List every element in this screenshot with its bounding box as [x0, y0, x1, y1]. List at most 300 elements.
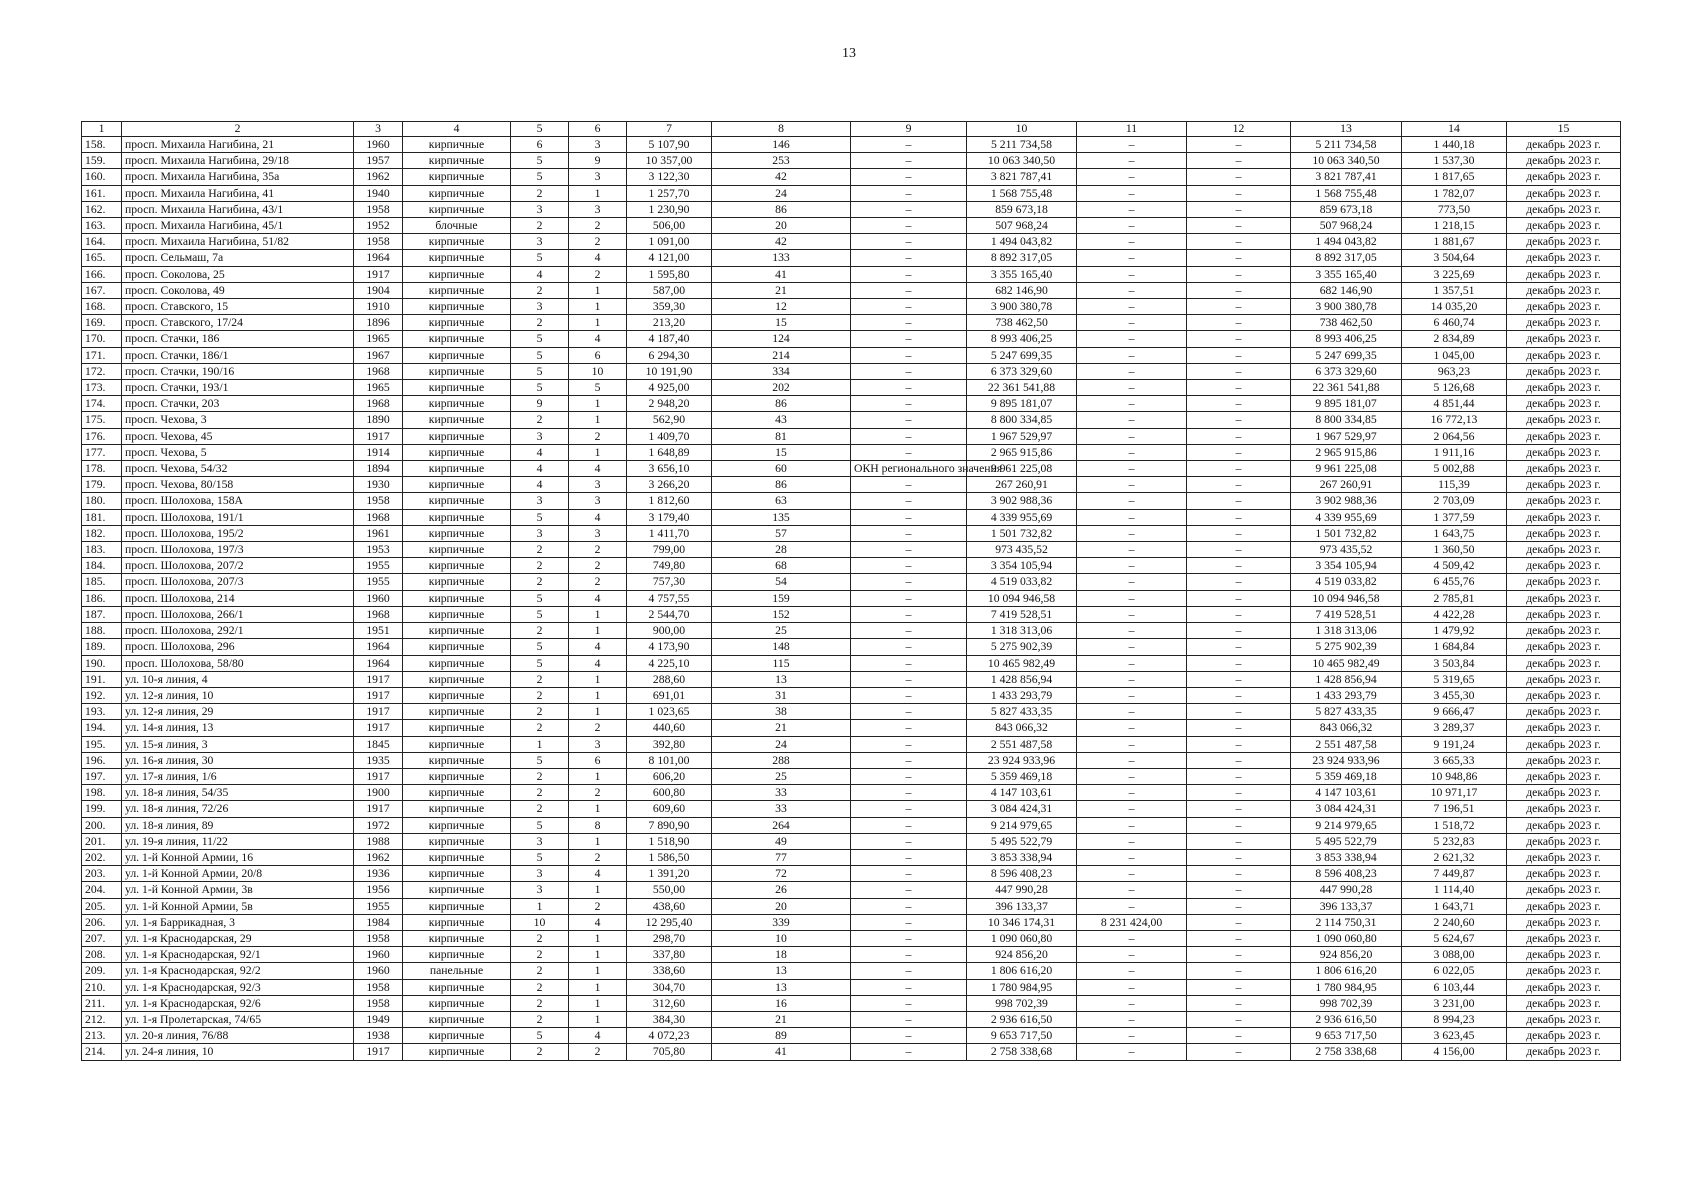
floors-cell: 9 — [511, 396, 569, 412]
address-cell: ул. 18-я линия, 54/35 — [122, 785, 354, 801]
heritage-status-cell: – — [851, 801, 967, 817]
total-cost-cell: 4 519 033,82 — [967, 574, 1077, 590]
cost-per-sqm-cell: 1 360,50 — [1402, 542, 1507, 558]
column-header: 13 — [1291, 122, 1402, 137]
completion-date-cell: декабрь 2023 г. — [1507, 1044, 1621, 1060]
column-header: 10 — [967, 122, 1077, 137]
address-cell: просп. Шолохова, 158А — [122, 493, 354, 509]
entrances-cell: 1 — [569, 396, 627, 412]
entrances-cell: 2 — [569, 428, 627, 444]
row-number-cell: 198. — [82, 785, 122, 801]
fund-cost-cell: – — [1077, 250, 1187, 266]
completion-date-cell: декабрь 2023 г. — [1507, 1011, 1621, 1027]
completion-date-cell: декабрь 2023 г. — [1507, 201, 1621, 217]
cost-per-sqm-cell: 1 357,51 — [1402, 282, 1507, 298]
residents-cell: 33 — [712, 785, 851, 801]
year-built-cell: 1958 — [354, 930, 403, 946]
total-area-cell: 1 023,65 — [627, 704, 712, 720]
fund-cost-cell: – — [1077, 266, 1187, 282]
residents-cell: 25 — [712, 768, 851, 784]
row-number-cell: 208. — [82, 947, 122, 963]
entrances-cell: 4 — [569, 1028, 627, 1044]
completion-date-cell: декабрь 2023 г. — [1507, 266, 1621, 282]
year-built-cell: 1965 — [354, 380, 403, 396]
year-built-cell: 1955 — [354, 898, 403, 914]
address-cell: ул. 10-я линия, 4 — [122, 671, 354, 687]
owners-cost-cell: – — [1187, 768, 1291, 784]
wall-material-cell: кирпичные — [403, 606, 511, 622]
table-row — [82, 412, 1621, 428]
table-row — [82, 282, 1621, 298]
fund-cost-cell: – — [1077, 720, 1187, 736]
owners-cost-cell: – — [1187, 898, 1291, 914]
year-built-cell: 1958 — [354, 201, 403, 217]
wall-material-cell: кирпичные — [403, 1011, 511, 1027]
heritage-status-cell: – — [851, 347, 967, 363]
completion-date-cell: декабрь 2023 г. — [1507, 396, 1621, 412]
cost-per-sqm-cell: 1 817,65 — [1402, 169, 1507, 185]
year-built-cell: 1951 — [354, 623, 403, 639]
year-built-cell: 1953 — [354, 542, 403, 558]
owners-cost-cell: – — [1187, 590, 1291, 606]
table-row — [82, 250, 1621, 266]
fund-cost-cell: – — [1077, 687, 1187, 703]
row-number-cell: 203. — [82, 866, 122, 882]
floors-cell: 2 — [511, 963, 569, 979]
floors-cell: 2 — [511, 768, 569, 784]
entrances-cell: 2 — [569, 720, 627, 736]
table-row — [82, 849, 1621, 865]
address-cell: просп. Шолохова, 197/3 — [122, 542, 354, 558]
fund-cost-cell: – — [1077, 412, 1187, 428]
table-row — [82, 898, 1621, 914]
address-cell: ул. 1-й Конной Армии, 5в — [122, 898, 354, 914]
residents-cell: 86 — [712, 477, 851, 493]
completion-date-cell: декабрь 2023 г. — [1507, 720, 1621, 736]
residents-cell: 13 — [712, 671, 851, 687]
table-row — [82, 331, 1621, 347]
residents-cell: 202 — [712, 380, 851, 396]
row-number-cell: 197. — [82, 768, 122, 784]
floors-cell: 3 — [511, 234, 569, 250]
fund-cost-cell: – — [1077, 639, 1187, 655]
total-cost-cell: 3 902 988,36 — [967, 493, 1077, 509]
fund-cost-cell: – — [1077, 542, 1187, 558]
owners-cost-cell: – — [1187, 704, 1291, 720]
entrances-cell: 2 — [569, 849, 627, 865]
owners-cost-cell: – — [1187, 477, 1291, 493]
total-area-cell: 799,00 — [627, 542, 712, 558]
total-area-cell: 2 544,70 — [627, 606, 712, 622]
wall-material-cell: кирпичные — [403, 201, 511, 217]
floors-cell: 2 — [511, 574, 569, 590]
fund-cost-cell: – — [1077, 444, 1187, 460]
year-built-cell: 1968 — [354, 509, 403, 525]
residents-cell: 124 — [712, 331, 851, 347]
fund-cost-cell: – — [1077, 704, 1187, 720]
entrances-cell: 5 — [569, 380, 627, 396]
address-cell: просп. Михаила Нагибина, 43/1 — [122, 201, 354, 217]
row-number-cell: 170. — [82, 331, 122, 347]
residents-cell: 115 — [712, 655, 851, 671]
owners-cost-cell: – — [1187, 282, 1291, 298]
cost-per-sqm-cell: 2 703,09 — [1402, 493, 1507, 509]
year-built-cell: 1962 — [354, 169, 403, 185]
year-built-cell: 1917 — [354, 671, 403, 687]
total-area-cell: 12 295,40 — [627, 914, 712, 930]
floors-cell: 5 — [511, 590, 569, 606]
total-cost-cell: 5 247 699,35 — [967, 347, 1077, 363]
column-header: 7 — [627, 122, 712, 137]
heritage-status-cell: – — [851, 623, 967, 639]
cost-per-sqm-cell: 2 834,89 — [1402, 331, 1507, 347]
cost-per-sqm-cell: 2 064,56 — [1402, 428, 1507, 444]
total-area-cell: 4 072,23 — [627, 1028, 712, 1044]
owners-cost-cell: – — [1187, 623, 1291, 639]
fund-cost-cell: – — [1077, 623, 1187, 639]
year-built-cell: 1964 — [354, 250, 403, 266]
cost-per-sqm-cell: 773,50 — [1402, 201, 1507, 217]
housing-register-table — [81, 121, 1621, 1061]
total-area-cell: 4 187,40 — [627, 331, 712, 347]
year-built-cell: 1930 — [354, 477, 403, 493]
regional-cost-cell: 3 900 380,78 — [1291, 299, 1402, 315]
row-number-cell: 172. — [82, 363, 122, 379]
entrances-cell: 4 — [569, 590, 627, 606]
address-cell: просп. Чехова, 3 — [122, 412, 354, 428]
cost-per-sqm-cell: 10 948,86 — [1402, 768, 1507, 784]
total-cost-cell: 3 354 105,94 — [967, 558, 1077, 574]
total-cost-cell: 8 993 406,25 — [967, 331, 1077, 347]
cost-per-sqm-cell: 4 509,42 — [1402, 558, 1507, 574]
fund-cost-cell: – — [1077, 930, 1187, 946]
year-built-cell: 1935 — [354, 752, 403, 768]
wall-material-cell: кирпичные — [403, 720, 511, 736]
total-cost-cell: 2 758 338,68 — [967, 1044, 1077, 1060]
address-cell: просп. Михаила Нагибина, 21 — [122, 137, 354, 153]
cost-per-sqm-cell: 4 156,00 — [1402, 1044, 1507, 1060]
heritage-status-cell: – — [851, 1011, 967, 1027]
heritage-status-cell: – — [851, 428, 967, 444]
entrances-cell: 3 — [569, 477, 627, 493]
table-row — [82, 590, 1621, 606]
fund-cost-cell: – — [1077, 947, 1187, 963]
wall-material-cell: кирпичные — [403, 866, 511, 882]
row-number-cell: 165. — [82, 250, 122, 266]
entrances-cell: 1 — [569, 882, 627, 898]
wall-material-cell: кирпичные — [403, 947, 511, 963]
total-area-cell: 288,60 — [627, 671, 712, 687]
wall-material-cell: кирпичные — [403, 623, 511, 639]
residents-cell: 152 — [712, 606, 851, 622]
fund-cost-cell: – — [1077, 428, 1187, 444]
row-number-cell: 185. — [82, 574, 122, 590]
year-built-cell: 1961 — [354, 525, 403, 541]
total-area-cell: 587,00 — [627, 282, 712, 298]
floors-cell: 3 — [511, 882, 569, 898]
fund-cost-cell: – — [1077, 785, 1187, 801]
entrances-cell: 3 — [569, 169, 627, 185]
wall-material-cell: кирпичные — [403, 768, 511, 784]
heritage-status-cell: – — [851, 234, 967, 250]
year-built-cell: 1958 — [354, 493, 403, 509]
year-built-cell: 1960 — [354, 947, 403, 963]
heritage-status-cell: – — [851, 558, 967, 574]
regional-cost-cell: 2 965 915,86 — [1291, 444, 1402, 460]
fund-cost-cell: – — [1077, 363, 1187, 379]
address-cell: просп. Михаила Нагибина, 45/1 — [122, 218, 354, 234]
heritage-status-cell: – — [851, 299, 967, 315]
residents-cell: 159 — [712, 590, 851, 606]
cost-per-sqm-cell: 6 460,74 — [1402, 315, 1507, 331]
floors-cell: 5 — [511, 752, 569, 768]
total-cost-cell: 9 214 979,65 — [967, 817, 1077, 833]
completion-date-cell: декабрь 2023 г. — [1507, 558, 1621, 574]
floors-cell: 2 — [511, 1044, 569, 1060]
floors-cell: 5 — [511, 849, 569, 865]
total-cost-cell: 859 673,18 — [967, 201, 1077, 217]
total-cost-cell: 1 428 856,94 — [967, 671, 1077, 687]
table-row — [82, 461, 1621, 477]
entrances-cell: 2 — [569, 1044, 627, 1060]
row-number-cell: 167. — [82, 282, 122, 298]
wall-material-cell: кирпичные — [403, 299, 511, 315]
fund-cost-cell: – — [1077, 299, 1187, 315]
year-built-cell: 1917 — [354, 687, 403, 703]
total-area-cell: 213,20 — [627, 315, 712, 331]
address-cell: ул. 24-я линия, 10 — [122, 1044, 354, 1060]
floors-cell: 4 — [511, 444, 569, 460]
address-cell: ул. 19-я линия, 11/22 — [122, 833, 354, 849]
completion-date-cell: декабрь 2023 г. — [1507, 1028, 1621, 1044]
fund-cost-cell: – — [1077, 1044, 1187, 1060]
cost-per-sqm-cell: 3 225,69 — [1402, 266, 1507, 282]
year-built-cell: 1900 — [354, 785, 403, 801]
wall-material-cell: кирпичные — [403, 509, 511, 525]
owners-cost-cell: – — [1187, 655, 1291, 671]
cost-per-sqm-cell: 5 002,88 — [1402, 461, 1507, 477]
table-row — [82, 752, 1621, 768]
regional-cost-cell: 973 435,52 — [1291, 542, 1402, 558]
cost-per-sqm-cell: 5 319,65 — [1402, 671, 1507, 687]
year-built-cell: 1962 — [354, 849, 403, 865]
wall-material-cell: кирпичные — [403, 315, 511, 331]
owners-cost-cell: – — [1187, 331, 1291, 347]
row-number-cell: 173. — [82, 380, 122, 396]
owners-cost-cell: – — [1187, 201, 1291, 217]
owners-cost-cell: – — [1187, 266, 1291, 282]
year-built-cell: 1938 — [354, 1028, 403, 1044]
owners-cost-cell: – — [1187, 299, 1291, 315]
entrances-cell: 9 — [569, 153, 627, 169]
entrances-cell: 2 — [569, 785, 627, 801]
owners-cost-cell: – — [1187, 963, 1291, 979]
owners-cost-cell: – — [1187, 1028, 1291, 1044]
completion-date-cell: декабрь 2023 г. — [1507, 655, 1621, 671]
completion-date-cell: декабрь 2023 г. — [1507, 623, 1621, 639]
total-cost-cell: 447 990,28 — [967, 882, 1077, 898]
year-built-cell: 1968 — [354, 606, 403, 622]
entrances-cell: 1 — [569, 995, 627, 1011]
address-cell: ул. 1-й Конной Армии, 20/8 — [122, 866, 354, 882]
regional-cost-cell: 5 275 902,39 — [1291, 639, 1402, 655]
owners-cost-cell: – — [1187, 169, 1291, 185]
table-row — [82, 185, 1621, 201]
fund-cost-cell: – — [1077, 396, 1187, 412]
address-cell: ул. 12-я линия, 10 — [122, 687, 354, 703]
floors-cell: 5 — [511, 655, 569, 671]
regional-cost-cell: 9 961 225,08 — [1291, 461, 1402, 477]
year-built-cell: 1984 — [354, 914, 403, 930]
cost-per-sqm-cell: 3 231,00 — [1402, 995, 1507, 1011]
total-area-cell: 4 757,55 — [627, 590, 712, 606]
entrances-cell: 4 — [569, 250, 627, 266]
floors-cell: 5 — [511, 331, 569, 347]
completion-date-cell: декабрь 2023 г. — [1507, 169, 1621, 185]
completion-date-cell: декабрь 2023 г. — [1507, 363, 1621, 379]
owners-cost-cell: – — [1187, 525, 1291, 541]
address-cell: просп. Соколова, 25 — [122, 266, 354, 282]
entrances-cell: 1 — [569, 282, 627, 298]
year-built-cell: 1968 — [354, 396, 403, 412]
row-number-cell: 191. — [82, 671, 122, 687]
total-cost-cell: 507 968,24 — [967, 218, 1077, 234]
entrances-cell: 1 — [569, 671, 627, 687]
year-built-cell: 1960 — [354, 137, 403, 153]
completion-date-cell: декабрь 2023 г. — [1507, 687, 1621, 703]
total-cost-cell: 2 965 915,86 — [967, 444, 1077, 460]
owners-cost-cell: – — [1187, 412, 1291, 428]
total-cost-cell: 10 465 982,49 — [967, 655, 1077, 671]
cost-per-sqm-cell: 10 971,17 — [1402, 785, 1507, 801]
fund-cost-cell: – — [1077, 882, 1187, 898]
total-cost-cell: 8 596 408,23 — [967, 866, 1077, 882]
owners-cost-cell: – — [1187, 493, 1291, 509]
floors-cell: 2 — [511, 979, 569, 995]
entrances-cell: 4 — [569, 331, 627, 347]
heritage-status-cell: – — [851, 574, 967, 590]
year-built-cell: 1917 — [354, 428, 403, 444]
total-area-cell: 1 411,70 — [627, 525, 712, 541]
row-number-cell: 214. — [82, 1044, 122, 1060]
total-cost-cell: 9 653 717,50 — [967, 1028, 1077, 1044]
fund-cost-cell: – — [1077, 315, 1187, 331]
row-number-cell: 158. — [82, 137, 122, 153]
wall-material-cell: кирпичные — [403, 282, 511, 298]
regional-cost-cell: 3 853 338,94 — [1291, 849, 1402, 865]
year-built-cell: 1988 — [354, 833, 403, 849]
residents-cell: 15 — [712, 444, 851, 460]
table-row — [82, 866, 1621, 882]
cost-per-sqm-cell: 1 479,92 — [1402, 623, 1507, 639]
regional-cost-cell: 3 821 787,41 — [1291, 169, 1402, 185]
owners-cost-cell: – — [1187, 671, 1291, 687]
table-row — [82, 671, 1621, 687]
cost-per-sqm-cell: 1 881,67 — [1402, 234, 1507, 250]
residents-cell: 33 — [712, 801, 851, 817]
floors-cell: 2 — [511, 720, 569, 736]
table-row — [82, 623, 1621, 639]
total-cost-cell: 4 339 955,69 — [967, 509, 1077, 525]
floors-cell: 3 — [511, 299, 569, 315]
wall-material-cell: кирпичные — [403, 849, 511, 865]
cost-per-sqm-cell: 3 088,00 — [1402, 947, 1507, 963]
fund-cost-cell: – — [1077, 558, 1187, 574]
fund-cost-cell: – — [1077, 963, 1187, 979]
cost-per-sqm-cell: 1 377,59 — [1402, 509, 1507, 525]
residents-cell: 57 — [712, 525, 851, 541]
table-row — [82, 509, 1621, 525]
completion-date-cell: декабрь 2023 г. — [1507, 801, 1621, 817]
address-cell: ул. 1-й Конной Армии, 3в — [122, 882, 354, 898]
heritage-status-cell: – — [851, 396, 967, 412]
row-number-cell: 206. — [82, 914, 122, 930]
total-area-cell: 438,60 — [627, 898, 712, 914]
owners-cost-cell: – — [1187, 315, 1291, 331]
residents-cell: 288 — [712, 752, 851, 768]
owners-cost-cell: – — [1187, 606, 1291, 622]
floors-cell: 5 — [511, 380, 569, 396]
owners-cost-cell: – — [1187, 785, 1291, 801]
floors-cell: 2 — [511, 412, 569, 428]
regional-cost-cell: 1 806 616,20 — [1291, 963, 1402, 979]
total-area-cell: 384,30 — [627, 1011, 712, 1027]
completion-date-cell: декабрь 2023 г. — [1507, 493, 1621, 509]
heritage-status-cell: – — [851, 1028, 967, 1044]
year-built-cell: 1904 — [354, 282, 403, 298]
address-cell: ул. 1-я Краснодарская, 92/3 — [122, 979, 354, 995]
floors-cell: 5 — [511, 347, 569, 363]
total-area-cell: 10 191,90 — [627, 363, 712, 379]
table-row — [82, 817, 1621, 833]
total-area-cell: 337,80 — [627, 947, 712, 963]
residents-cell: 135 — [712, 509, 851, 525]
row-number-cell: 169. — [82, 315, 122, 331]
table-row — [82, 1044, 1621, 1060]
owners-cost-cell: – — [1187, 1011, 1291, 1027]
address-cell: просп. Стачки, 186/1 — [122, 347, 354, 363]
cost-per-sqm-cell: 5 624,67 — [1402, 930, 1507, 946]
total-cost-cell: 8 892 317,05 — [967, 250, 1077, 266]
owners-cost-cell: – — [1187, 720, 1291, 736]
floors-cell: 2 — [511, 315, 569, 331]
owners-cost-cell: – — [1187, 817, 1291, 833]
heritage-status-cell: – — [851, 736, 967, 752]
completion-date-cell: декабрь 2023 г. — [1507, 979, 1621, 995]
fund-cost-cell: – — [1077, 169, 1187, 185]
cost-per-sqm-cell: 3 289,37 — [1402, 720, 1507, 736]
entrances-cell: 2 — [569, 558, 627, 574]
wall-material-cell: кирпичные — [403, 542, 511, 558]
entrances-cell: 2 — [569, 898, 627, 914]
total-area-cell: 338,60 — [627, 963, 712, 979]
table-row — [82, 525, 1621, 541]
year-built-cell: 1965 — [354, 331, 403, 347]
regional-cost-cell: 4 147 103,61 — [1291, 785, 1402, 801]
residents-cell: 24 — [712, 185, 851, 201]
floors-cell: 2 — [511, 1011, 569, 1027]
table-row — [82, 347, 1621, 363]
owners-cost-cell: – — [1187, 866, 1291, 882]
floors-cell: 1 — [511, 736, 569, 752]
regional-cost-cell: 1 433 293,79 — [1291, 687, 1402, 703]
regional-cost-cell: 8 596 408,23 — [1291, 866, 1402, 882]
total-cost-cell: 23 924 933,96 — [967, 752, 1077, 768]
address-cell: просп. Чехова, 54/32 — [122, 461, 354, 477]
row-number-cell: 182. — [82, 525, 122, 541]
cost-per-sqm-cell: 3 503,84 — [1402, 655, 1507, 671]
completion-date-cell: декабрь 2023 г. — [1507, 590, 1621, 606]
